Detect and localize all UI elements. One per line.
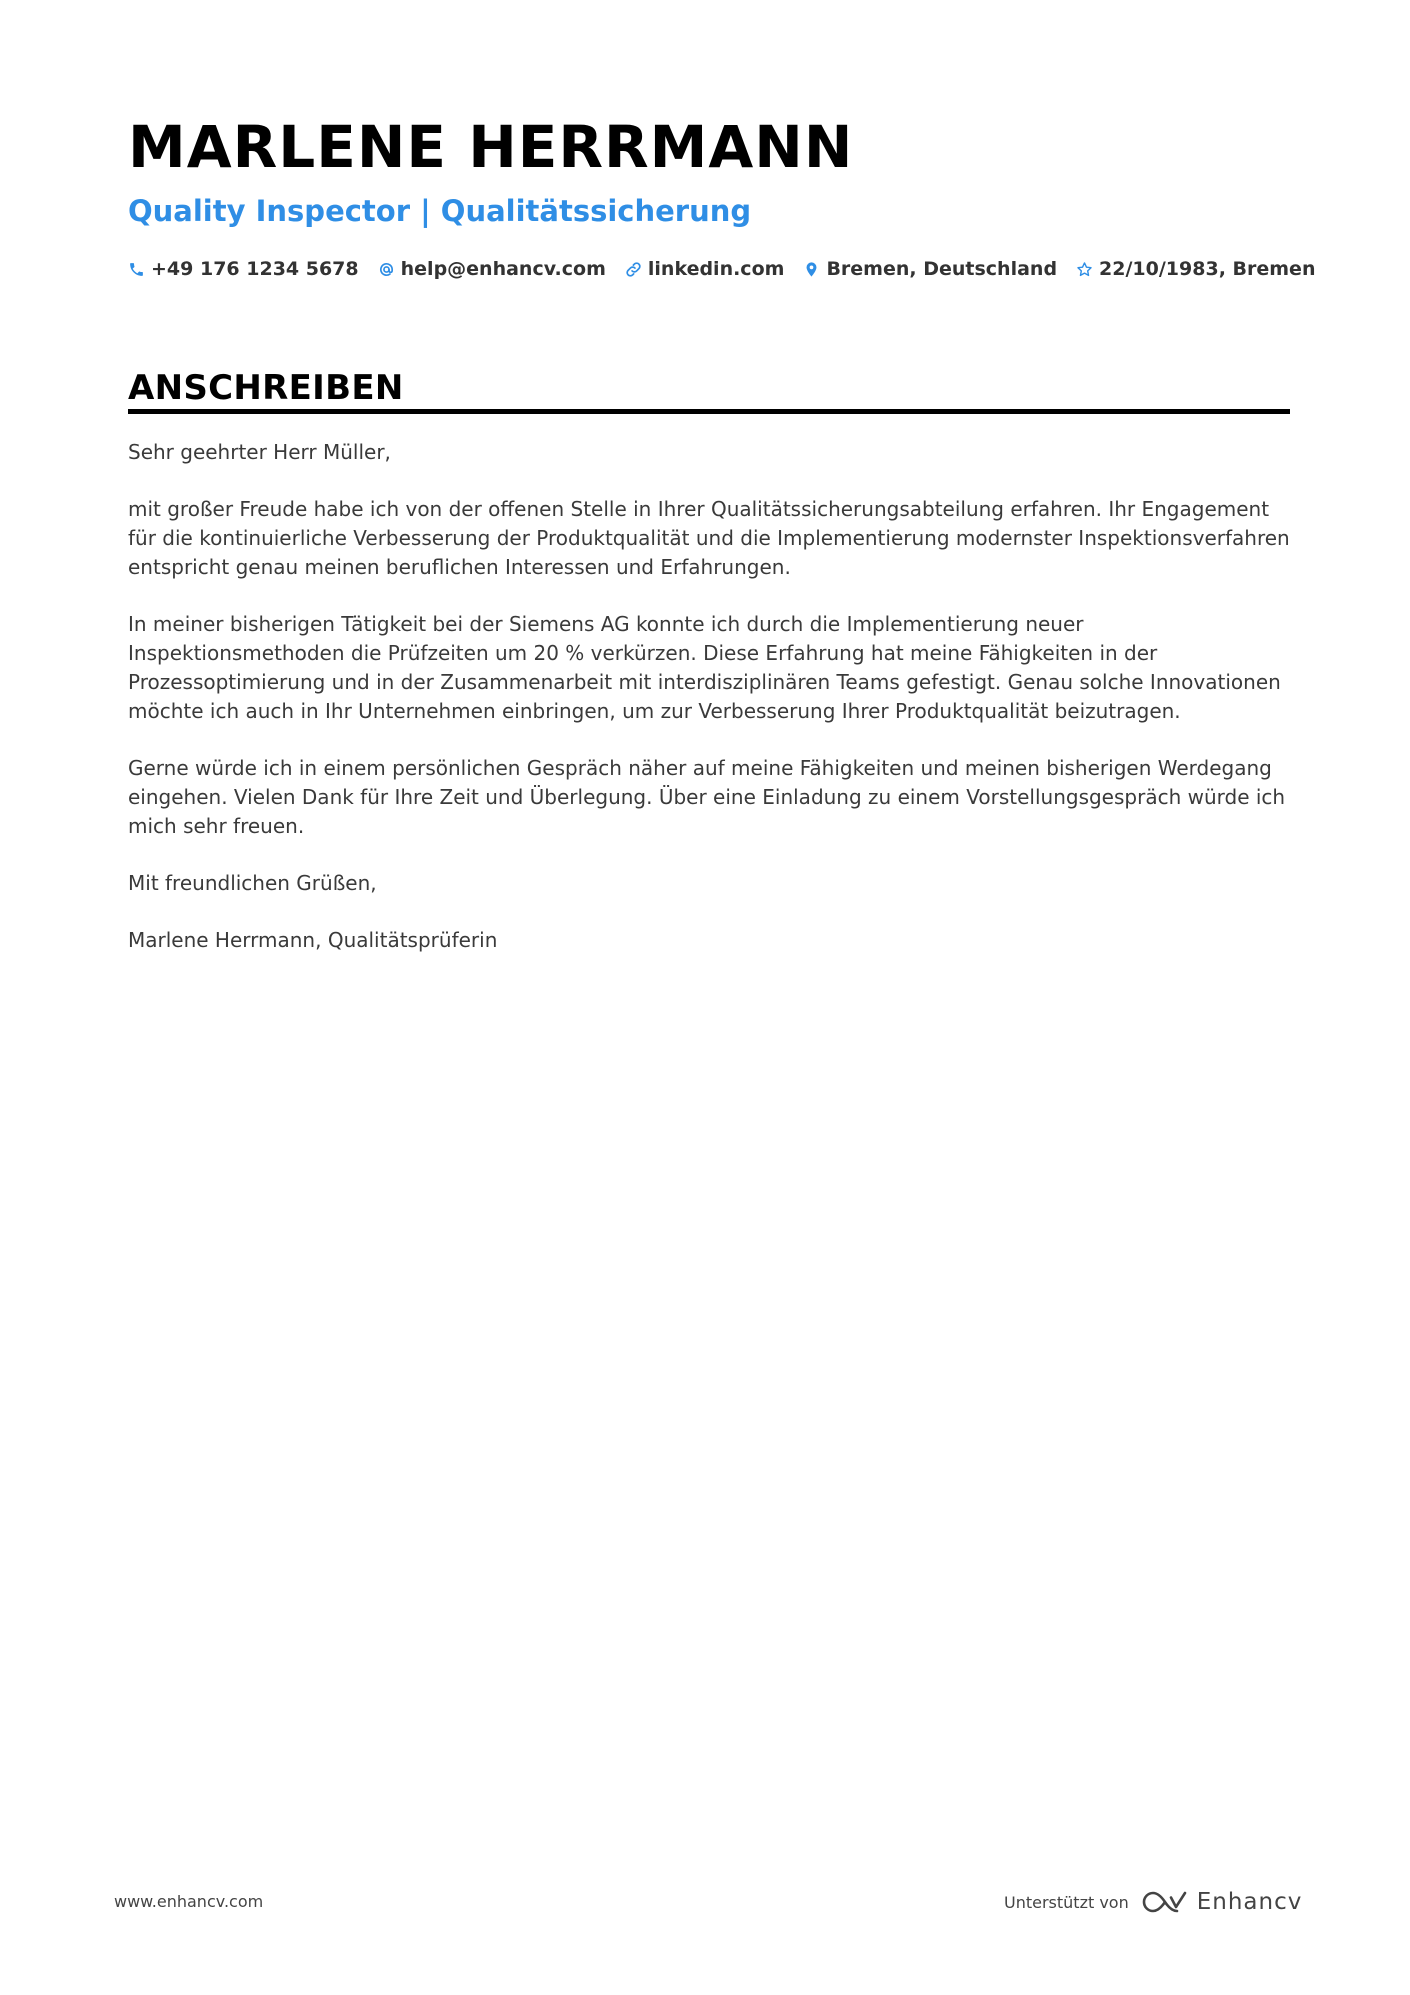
phone-icon <box>128 261 145 278</box>
brand-name: Enhancv <box>1196 1889 1303 1915</box>
location-text: Bremen, Deutschland <box>826 258 1058 280</box>
star-icon <box>1076 261 1093 278</box>
contact-bar <box>128 254 1334 284</box>
letter-salutation: Sehr geehrter Herr Müller, <box>128 440 391 464</box>
footer-url[interactable]: www.enhancv.com <box>114 1892 264 1911</box>
candidate-name: MARLENE HERRMANN <box>128 113 854 181</box>
phone-text: +49 176 1234 5678 <box>151 258 359 280</box>
section-divider <box>128 409 1290 414</box>
birth-text: 22/10/1983, Bremen <box>1099 258 1316 280</box>
link-icon <box>625 261 642 278</box>
letter-paragraph: mit großer Freude habe ich von der offenen Stelle in Ihrer Qualitätssicherungsabteilung erfahren. Ihr Engagement für die kontinuierliche Verbesserung der Produktqualität und die Implementierung modernster Inspektionsverfahren entspricht genau meinen beruflichen Interessen und Erfahrungen. <box>128 497 1290 579</box>
location-pin-icon <box>803 261 820 278</box>
section-title: ANSCHREIBEN <box>128 368 404 408</box>
contact-email <box>378 258 606 280</box>
linkedin-text: linkedin.com <box>647 258 785 280</box>
letter-paragraph: Gerne würde ich in einem persönlichen Gespräch näher auf meine Fähigkeiten und meinen bisherigen Werdegang eingehen. Vielen Dank für Ihre Zeit und Überlegung. Über eine Einladung zu einem Vorstellungsgespräch würde ich mich sehr freuen. <box>128 756 1286 838</box>
letter-paragraph: In meiner bisherigen Tätigkeit bei der Siemens AG konnte ich durch die Implementierung neuer Inspektionsmethoden die Prüfzeiten um 20 % verkürzen. Diese Erfahrung hat meine Fähigkeiten in der Prozessoptimierung und in der Zusammenarbeit mit interdisziplinären Teams gefestigt. Genau solche Innovationen möchte ich auch in Ihr Unternehmen einbringen, um zur Verbesserung Ihrer Produktqualität beizutragen. <box>128 612 1281 723</box>
contact-phone <box>128 258 359 280</box>
enhancv-logo-icon <box>1141 1888 1189 1916</box>
at-icon <box>378 261 395 278</box>
contact-linkedin <box>625 258 785 280</box>
letter-signature: Marlene Herrmann, Qualitätsprüferin <box>128 928 498 952</box>
letter-body <box>128 438 1290 983</box>
powered-by <box>1004 1888 1302 1916</box>
powered-by-label: Unterstützt von <box>1004 1892 1129 1912</box>
contact-birth <box>1076 258 1315 280</box>
job-title: Quality Inspector | Qualitätssicherung <box>128 194 752 228</box>
letter-closing: Mit freundlichen Grüßen, <box>128 871 377 895</box>
email-text: help@enhancv.com <box>400 258 606 280</box>
contact-location <box>803 258 1057 280</box>
